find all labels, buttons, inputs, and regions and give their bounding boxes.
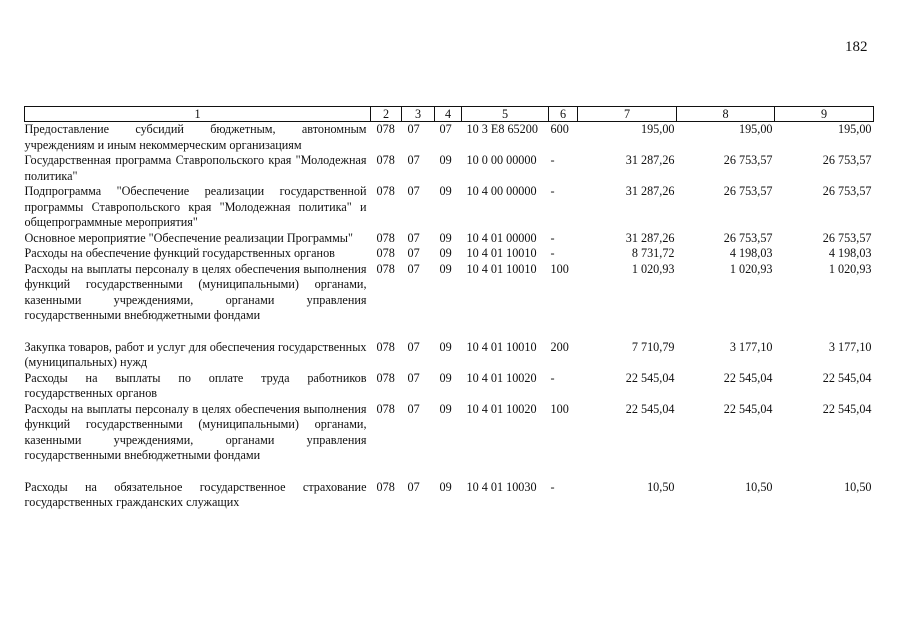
row-description: Предоставление субсидий бюджетным, автономным учреждениям и иным некоммерческим организациям — [24, 122, 367, 152]
row-description: Основное мероприятие "Обеспечение реализации Программы" — [24, 230, 353, 245]
row-amount-col7: 31 287,26 — [625, 184, 675, 198]
header-cell-1: 1 — [25, 107, 371, 122]
row-section-code: 07 — [407, 401, 420, 416]
row-amount-col8: 22 545,04 — [723, 401, 773, 416]
table-row — [25, 340, 874, 371]
row-section-code: 07 — [407, 122, 420, 136]
row-section-code: 07 — [407, 184, 420, 198]
table-row — [25, 371, 874, 402]
row-description: Расходы на обеспечение функций государственных органов — [24, 246, 335, 260]
row-subsection-code: 09 — [439, 230, 452, 245]
row-amount-col8: 1 020,93 — [729, 261, 773, 276]
header-cell-5: 5 — [462, 107, 549, 122]
table-row — [25, 184, 874, 231]
row-description: Подпрограмма "Обеспечение реализации государственной программы Ставропольского края "Молодежная политика" и общепрограммные мероприятия" — [24, 184, 367, 229]
row-amount-col7: 8 731,72 — [631, 246, 675, 260]
table-body — [25, 122, 874, 511]
row-expense-type: 100 — [550, 261, 569, 276]
row-target-article: 10 4 01 10010 — [466, 339, 537, 354]
row-amount-col9: 195,00 — [837, 122, 872, 136]
row-amount-col8: 26 753,57 — [723, 184, 773, 198]
row-expense-type: - — [550, 230, 555, 245]
row-ministry-code: 078 — [376, 370, 395, 385]
row-amount-col7: 22 545,04 — [625, 370, 675, 385]
row-description: Закупка товаров, работ и услуг для обеспечения государственных (муниципальных) нужд — [24, 339, 367, 369]
row-subsection-code: 09 — [439, 339, 452, 354]
row-description: Государственная программа Ставропольского края "Молодежная политика" — [24, 153, 367, 183]
row-expense-type: - — [550, 479, 555, 494]
table-row — [25, 231, 874, 247]
row-subsection-code: 09 — [439, 401, 452, 416]
row-section-code: 07 — [407, 261, 420, 276]
table-row — [25, 122, 874, 154]
row-section-code: 07 — [407, 246, 420, 260]
row-amount-col8: 3 177,10 — [729, 339, 773, 354]
row-amount-col8: 195,00 — [738, 122, 773, 136]
row-target-article: 10 0 00 00000 — [466, 153, 537, 167]
row-subsection-code: 09 — [439, 246, 452, 260]
page-number: 182 — [845, 39, 868, 55]
row-subsection-code: 09 — [439, 370, 452, 385]
row-description: Расходы на выплаты персоналу в целях обеспечения выполнения функций государственными (муниципальными) органами, казенными учреждениями, органами управления государственными внебюджетными фондами — [24, 401, 367, 462]
row-amount-col9: 3 177,10 — [828, 339, 872, 354]
header-cell-2: 2 — [371, 107, 402, 122]
row-expense-type: - — [550, 246, 555, 260]
row-section-code: 07 — [407, 479, 420, 494]
row-amount-col7: 10,50 — [647, 479, 675, 494]
row-amount-col8: 4 198,03 — [729, 246, 773, 260]
budget-table — [24, 106, 874, 511]
row-subsection-code: 09 — [439, 479, 452, 494]
row-amount-col9: 10,50 — [844, 479, 872, 494]
header-cell-6: 6 — [549, 107, 578, 122]
row-amount-col8: 26 753,57 — [723, 153, 773, 167]
row-section-code: 07 — [407, 230, 420, 245]
row-description: Расходы на выплаты персоналу в целях обеспечения выполнения функций государственными (муниципальными) органами, казенными учреждениями, органами управления государственными внебюджетными фондами — [24, 261, 367, 322]
row-amount-col8: 10,50 — [745, 479, 773, 494]
row-amount-col9: 26 753,57 — [822, 153, 872, 167]
row-amount-col9: 1 020,93 — [828, 261, 872, 276]
row-expense-type: - — [550, 184, 555, 198]
row-target-article: 10 4 01 10010 — [466, 246, 537, 260]
row-subsection-code: 09 — [439, 153, 452, 167]
row-ministry-code: 078 — [376, 246, 395, 260]
table-header — [25, 107, 874, 122]
row-subsection-code: 09 — [439, 184, 452, 198]
budget-table-container — [24, 106, 873, 511]
header-cell-9: 9 — [775, 107, 874, 122]
row-amount-col9: 22 545,04 — [822, 401, 872, 416]
row-ministry-code: 078 — [376, 479, 395, 494]
row-section-code: 07 — [407, 370, 420, 385]
row-target-article: 10 4 01 10030 — [466, 479, 537, 494]
row-subsection-code: 07 — [439, 122, 452, 136]
table-row — [25, 153, 874, 184]
row-target-article: 10 3 E8 65200 — [466, 122, 538, 136]
row-ministry-code: 078 — [376, 153, 395, 167]
row-expense-type: 200 — [550, 339, 569, 354]
row-amount-col9: 26 753,57 — [822, 184, 872, 198]
header-cell-7: 7 — [578, 107, 677, 122]
row-target-article: 10 4 01 10010 — [466, 261, 537, 276]
row-target-article: 10 4 01 10020 — [466, 370, 537, 385]
row-section-code: 07 — [407, 339, 420, 354]
row-amount-col7: 22 545,04 — [625, 401, 675, 416]
row-ministry-code: 078 — [376, 122, 395, 136]
row-expense-type: 600 — [550, 122, 569, 136]
row-ministry-code: 078 — [376, 184, 395, 198]
row-amount-col9: 22 545,04 — [822, 370, 872, 385]
row-ministry-code: 078 — [376, 261, 395, 276]
row-amount-col7: 1 020,93 — [631, 261, 675, 276]
table-row — [25, 262, 874, 340]
table-row — [25, 246, 874, 262]
row-section-code: 07 — [407, 153, 420, 167]
header-cell-3: 3 — [402, 107, 435, 122]
row-amount-col7: 31 287,26 — [625, 230, 675, 245]
row-amount-col8: 26 753,57 — [723, 230, 773, 245]
row-description: Расходы на выплаты по оплате труда работников государственных органов — [24, 370, 367, 400]
row-subsection-code: 09 — [439, 261, 452, 276]
row-ministry-code: 078 — [376, 401, 395, 416]
header-row — [25, 107, 874, 122]
row-amount-col7: 195,00 — [640, 122, 675, 136]
table-row — [25, 480, 874, 511]
table-row — [25, 402, 874, 480]
row-ministry-code: 078 — [376, 339, 395, 354]
row-target-article: 10 4 01 10020 — [466, 401, 537, 416]
row-amount-col8: 22 545,04 — [723, 370, 773, 385]
row-target-article: 10 4 01 00000 — [466, 230, 537, 245]
row-amount-col9: 4 198,03 — [828, 246, 872, 260]
row-expense-type: 100 — [550, 401, 569, 416]
row-ministry-code: 078 — [376, 230, 395, 245]
row-target-article: 10 4 00 00000 — [466, 184, 537, 198]
header-cell-8: 8 — [677, 107, 775, 122]
row-amount-col7: 31 287,26 — [625, 153, 675, 167]
row-amount-col7: 7 710,79 — [631, 339, 675, 354]
header-cell-4: 4 — [435, 107, 462, 122]
row-description: Расходы на обязательное государственное страхование государственных гражданских служащих — [24, 479, 367, 509]
row-expense-type: - — [550, 153, 555, 167]
row-expense-type: - — [550, 370, 555, 385]
row-amount-col9: 26 753,57 — [822, 230, 872, 245]
